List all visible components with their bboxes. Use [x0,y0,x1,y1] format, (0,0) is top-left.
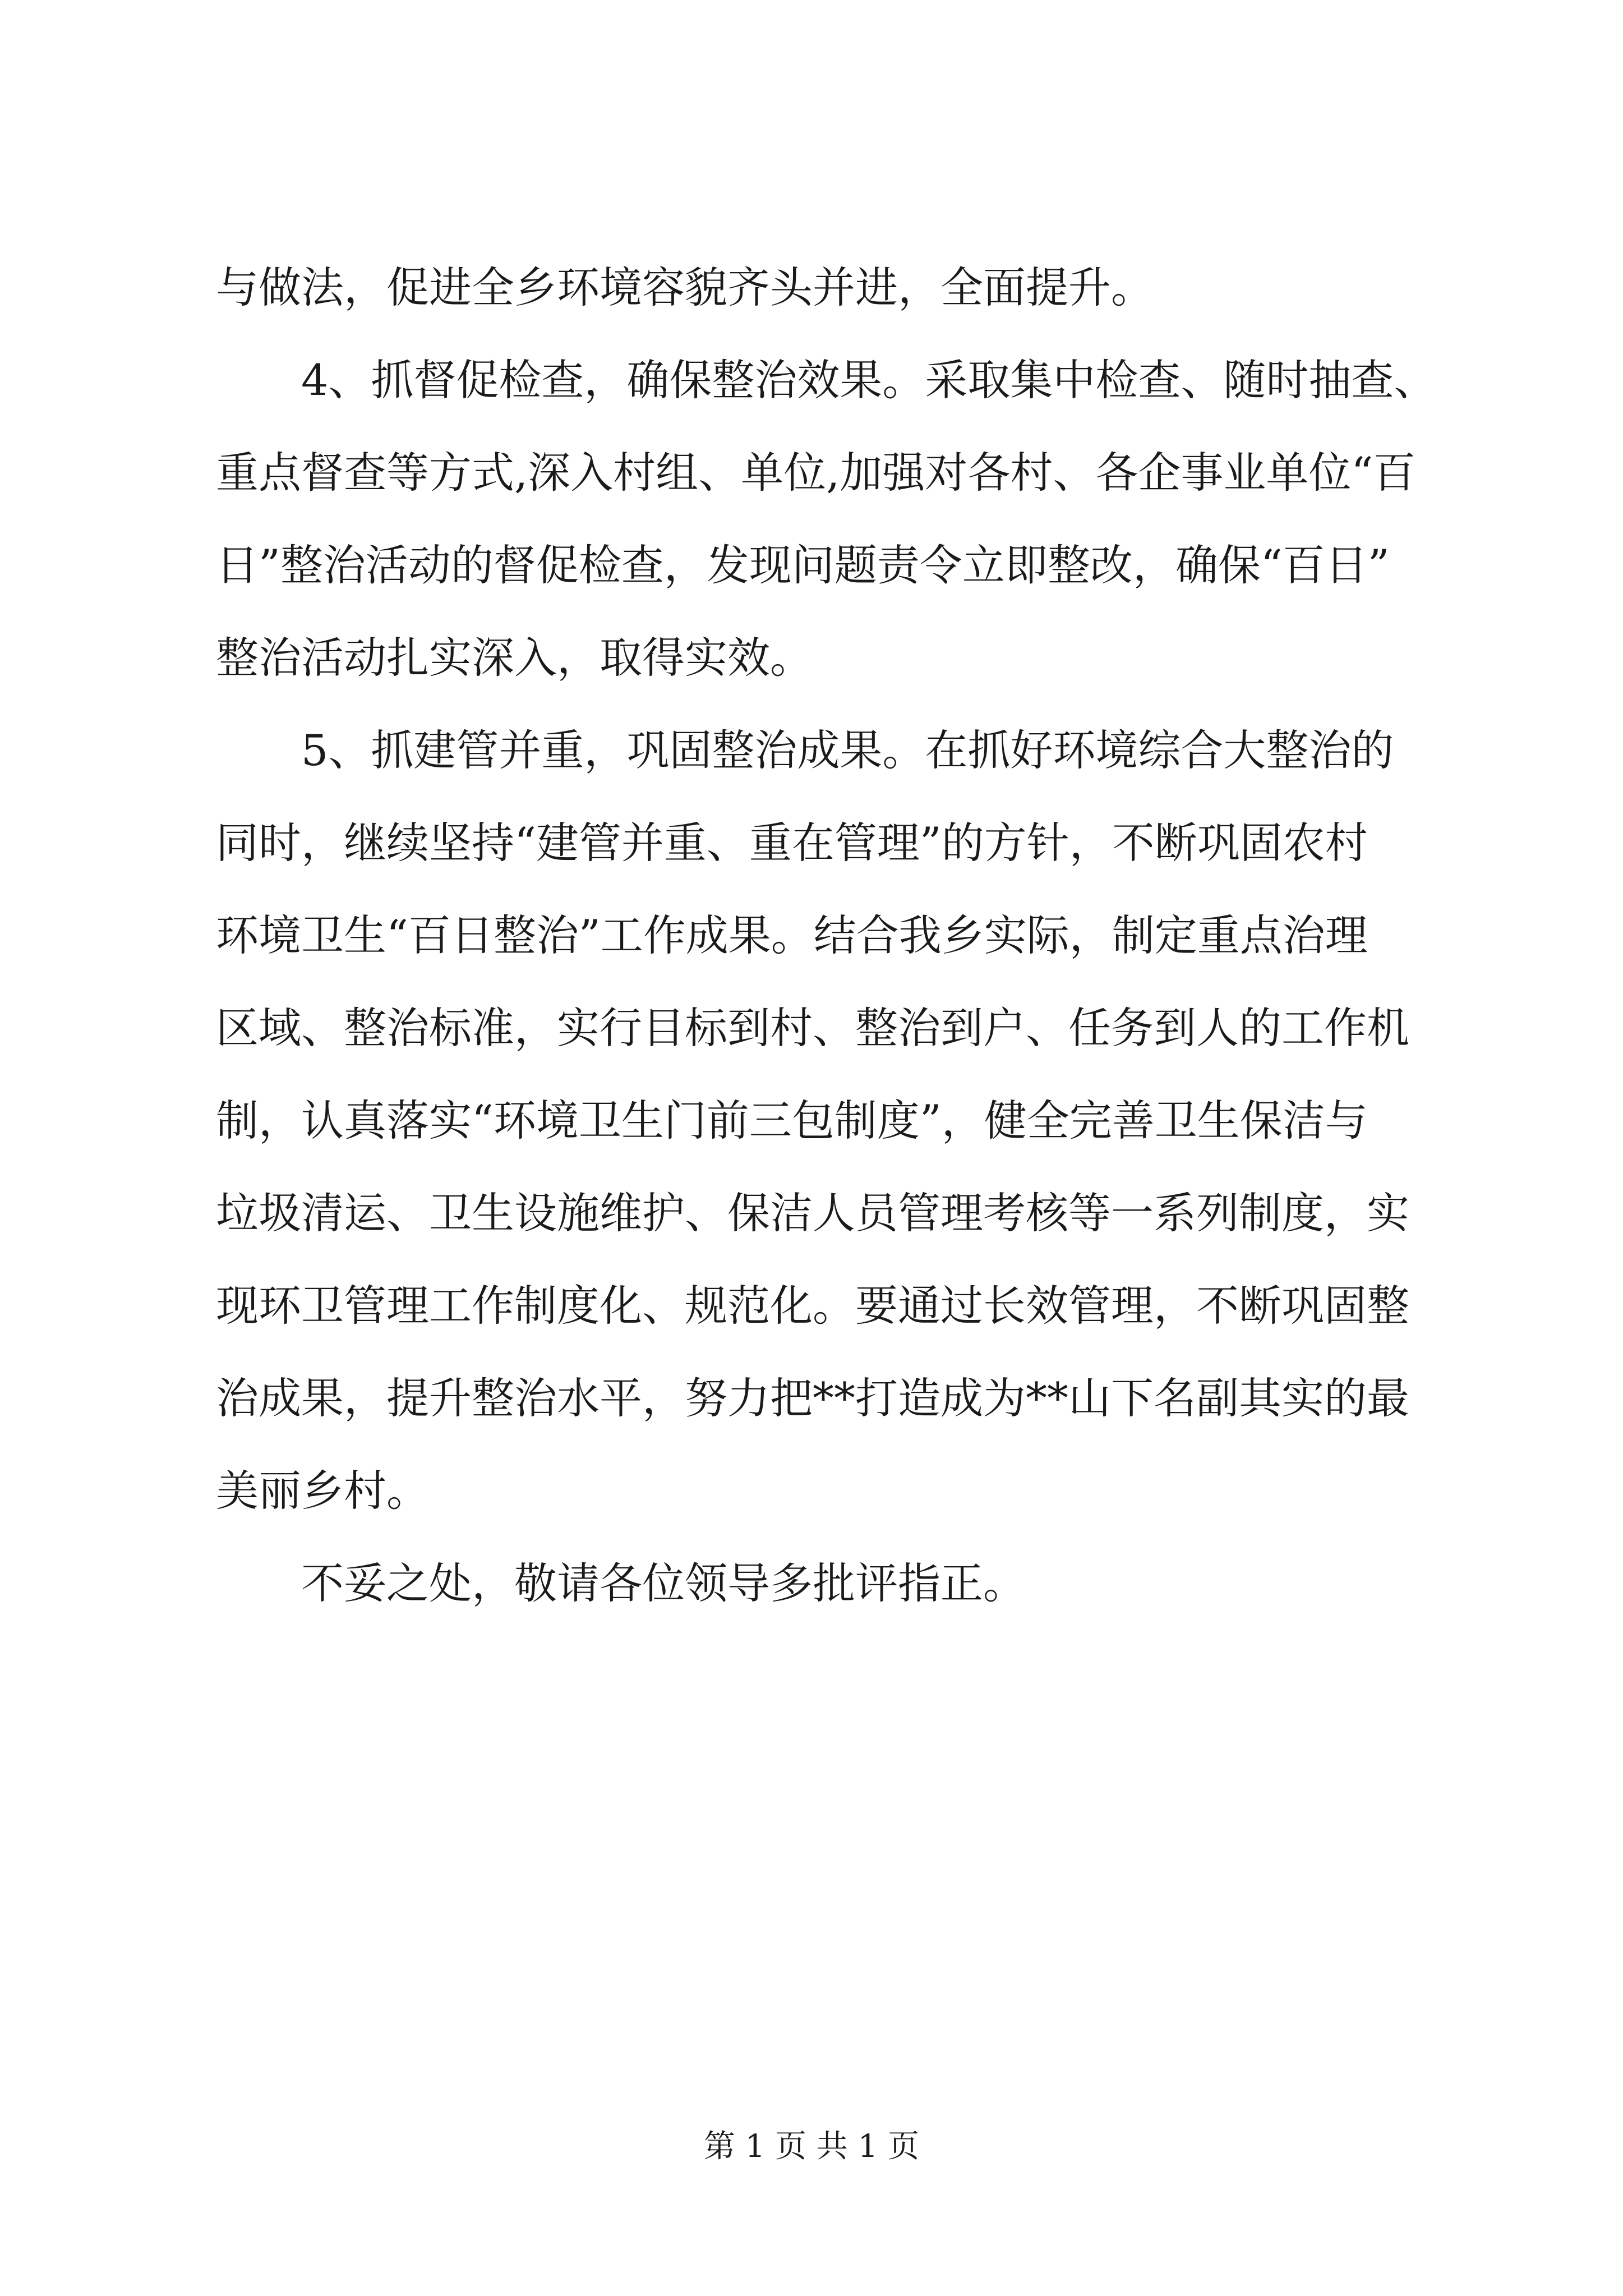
text-line-14: 美丽乡村。 [216,1466,429,1516]
text-line-15: 不妥之处，敬请各位领导多批评指正。 [301,1558,1026,1608]
text-line-10: 制，认真落实“环境卫生门前三包制度”，健全完善卫生保洁与 [216,1096,1368,1145]
text-line-3: 重点督查等方式,深入村组、单位,加强对各村、各企事业单位“百 [216,448,1416,498]
page-footer: 第 1 页 共 1 页 [703,2128,920,2165]
text-line-13: 治成果，提升整治水平，努力把**打造成为**山下名副其实的最 [216,1373,1409,1423]
text-line-9: 区域、整治标准，实行目标到村、整治到户、任务到人的工作机 [216,1003,1409,1053]
text-line-12: 现环卫管理工作制度化、规范化。要通过长效管理，不断巩固整 [216,1281,1409,1331]
text-line-11: 垃圾清运、卫生设施维护、保洁人员管理考核等一系列制度，实 [216,1188,1409,1238]
text-line-7: 同时，继续坚持“建管并重、重在管理”的方针，不断巩固农村 [216,818,1368,868]
text-line-1: 与做法，促进全乡环境容貌齐头并进，全面提升。 [216,263,1154,312]
text-line-6: 5、抓建管并重，巩固整治成果。在抓好环境综合大整治的 [301,725,1394,775]
text-line-4: 日”整治活动的督促检查，发现问题责令立即整改，确保“百日” [216,540,1390,590]
text-line-5: 整治活动扎实深入，取得实效。 [216,633,813,683]
text-line-2: 4、抓督促检查，确保整治效果。采取集中检查、随时抽查、 [301,355,1437,405]
text-line-8: 环境卫生“百日整治”工作成果。结合我乡实际，制定重点治理 [216,910,1368,960]
